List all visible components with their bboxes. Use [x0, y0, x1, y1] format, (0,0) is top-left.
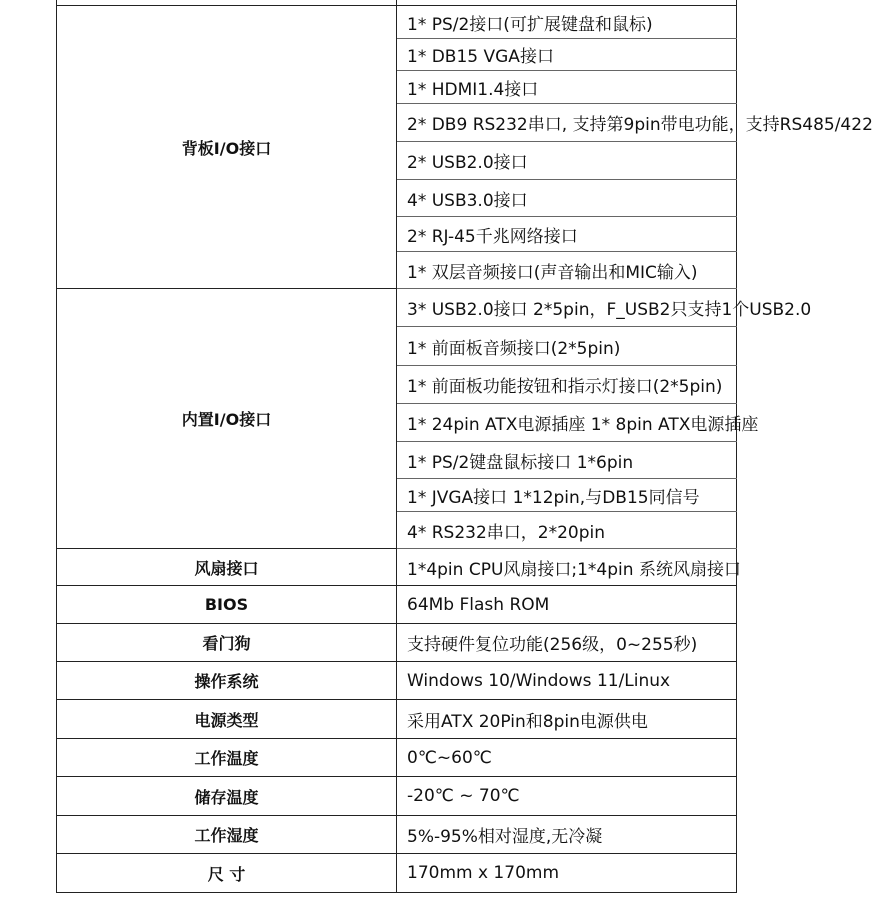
label-storage-temp: 储存温度 [57, 777, 397, 816]
table-row [57, 700, 737, 739]
label-os: 操作系统 [57, 662, 397, 700]
spec-value: 0℃~60℃ [397, 739, 737, 777]
spec-value: 1* 前面板功能按钮和指示灯接口(2*5pin) [397, 366, 737, 404]
spec-value: 采用ATX 20Pin和8pin电源供电 [397, 700, 737, 739]
section-label-rear-io: 背板I/O接口 [57, 6, 397, 289]
table-row [57, 289, 737, 327]
spec-value: 1* DB15 VGA接口 [397, 39, 737, 71]
label-power-type: 电源类型 [57, 700, 397, 739]
spec-value: 170mm x 170mm [397, 854, 737, 893]
spec-value: 5%-95%相对湿度,无冷凝 [397, 816, 737, 854]
spec-value: 1*4pin CPU风扇接口;1*4pin 系统风扇接口 [397, 549, 737, 586]
table-row [57, 586, 737, 624]
table-row [57, 739, 737, 777]
label-operating-temp: 工作温度 [57, 739, 397, 777]
spec-value: 1* HDMI1.4接口 [397, 71, 737, 104]
table-row [57, 624, 737, 662]
label-watchdog: 看门狗 [57, 624, 397, 662]
spec-value: 1* PS/2键盘鼠标接口 1*6pin [397, 442, 737, 479]
spec-value: -20℃ ~ 70℃ [397, 777, 737, 816]
spec-value: 3* USB2.0接口 2*5pin，F_USB2只支持1个USB2.0 [397, 289, 737, 327]
table-row [57, 816, 737, 854]
table-row [57, 549, 737, 586]
label-dimensions: 尺 寸 [57, 854, 397, 893]
spec-value: 1* 前面板音频接口(2*5pin) [397, 327, 737, 366]
table-row [57, 777, 737, 816]
spec-value: 1* PS/2接口(可扩展键盘和鼠标) [397, 6, 737, 39]
spec-value: 1* 双层音频接口(声音输出和MIC输入) [397, 252, 737, 289]
spec-value: 支持硬件复位功能(256级，0~255秒) [397, 624, 737, 662]
spec-value: 1* 24pin ATX电源插座 1* 8pin ATX电源插座 [397, 404, 737, 442]
spec-table [56, 0, 873, 893]
label-humidity: 工作湿度 [57, 816, 397, 854]
spec-value: 4* USB3.0接口 [397, 180, 737, 217]
spec-value: 4* RS232串口，2*20pin [397, 512, 737, 549]
table-row [57, 662, 737, 700]
spec-value: 64Mb Flash ROM [397, 586, 737, 624]
spec-value: 2* RJ-45千兆网络接口 [397, 217, 737, 252]
spec-value: 2* DB9 RS232串口, 支持第9pin带电功能，支持RS485/422 [397, 104, 737, 142]
table-row [57, 6, 737, 39]
section-label-internal-io: 内置I/O接口 [57, 289, 397, 549]
spec-value: Windows 10/Windows 11/Linux [397, 662, 737, 700]
spec-value: 2* USB2.0接口 [397, 142, 737, 180]
spec-value: 1* JVGA接口 1*12pin,与DB15同信号 [397, 479, 737, 512]
table-row [57, 854, 737, 893]
label-bios: BIOS [57, 586, 397, 624]
label-fan: 风扇接口 [57, 549, 397, 586]
